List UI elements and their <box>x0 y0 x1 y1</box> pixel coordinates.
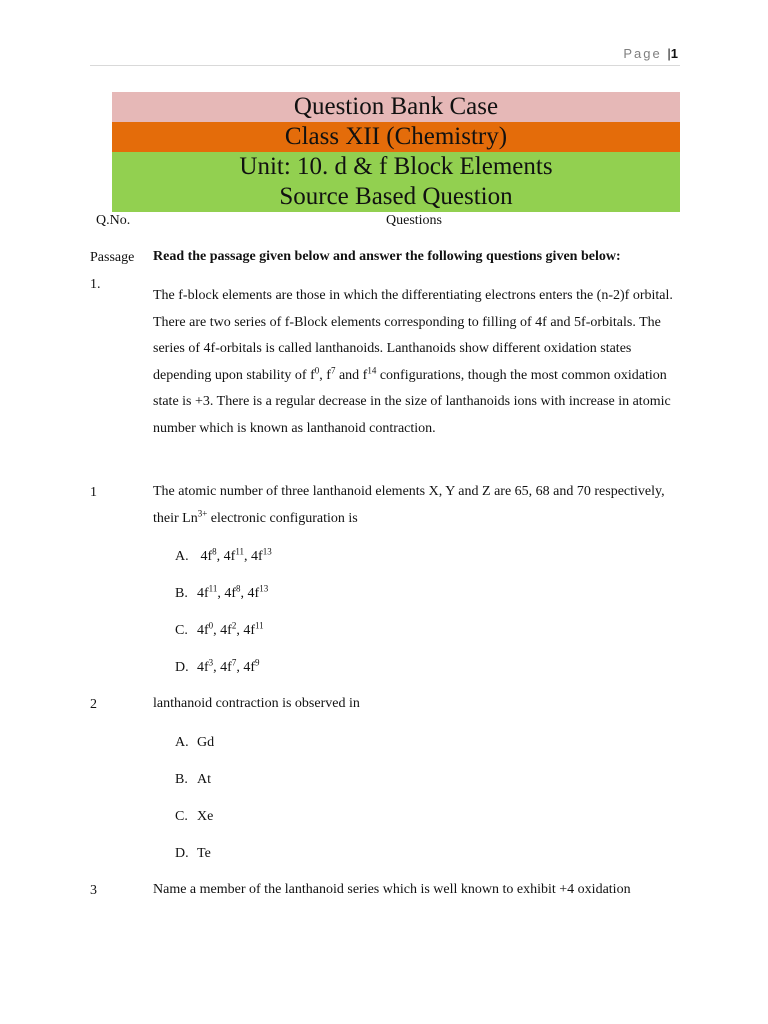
question-2-option-a[interactable]: A. Gd <box>175 735 215 750</box>
page-number: 1 <box>670 46 678 61</box>
question-2-option-d[interactable]: D. Te <box>175 846 211 861</box>
question-2-text: lanthanoid contraction is observed in <box>153 696 360 711</box>
page-separator: | <box>667 46 671 61</box>
question-1-option-c[interactable]: C. $4f^0$, $4f^2$, $4f^{11}$ <box>175 620 264 638</box>
passage-text: The f-block elements are those in which the differentiating electrons enters the (n-2)f orbital. There are two series of f-Block elements corresponding to filling of 4f and 5f-orbitals. The series of 4f-orbitals is called lanthanoids. Lanthanoids show different oxidation states depending upon stability of $f^0$, $f^7$ and $f^{14}$ configurations, though the most common oxidation state is +3. There is a regular decrease in the size of lanthanoids ions with increase in atomic number which is known as lanthanoid contraction. <box>153 288 673 436</box>
question-1-text: The atomic number of three lanthanoid elements X, Y and Z are 65, 68 and 70 respectively, their $Ln^{3+}$ electronic configuration is <box>153 484 665 526</box>
passage-number: 1. <box>90 277 101 292</box>
title-green-band <box>112 152 680 212</box>
page-header <box>623 46 678 61</box>
question-2-option-c[interactable]: C. Xe <box>175 809 214 824</box>
page-label: Page <box>623 46 662 61</box>
title-line-3: Unit: 10. d & f Block Elements <box>239 153 553 180</box>
column-header-questions: Questions <box>386 213 442 228</box>
header-rule <box>90 65 680 66</box>
question-2-option-b[interactable]: B. At <box>175 772 211 787</box>
passage-instruction: Read the passage given below and answer the following questions given below: <box>153 249 621 264</box>
title-block <box>112 92 680 212</box>
title-line-1: Question Bank Case <box>112 92 680 122</box>
question-3-text: Name a member of the lanthanoid series which is well known to exhibit +4 oxidation <box>153 882 631 897</box>
question-2-number: 2 <box>90 697 97 712</box>
question-1-option-d[interactable]: D. $4f^3$, $4f^7$, $4f^9$ <box>175 657 260 675</box>
question-1-number: 1 <box>90 485 97 500</box>
title-line-2: Class XII (Chemistry) <box>112 122 680 152</box>
passage-label: Passage <box>90 250 135 265</box>
question-1-option-a[interactable]: A. $4f^8$, $4f^{11}$, $4f^{13}$ <box>175 546 272 564</box>
title-line-4: Source Based Question <box>279 183 513 210</box>
question-3-number: 3 <box>90 883 97 898</box>
column-header-qno: Q.No. <box>96 213 131 228</box>
question-1-option-b[interactable]: B. $4f^{11}$, $4f^8$, $4f^{13}$ <box>175 583 269 601</box>
